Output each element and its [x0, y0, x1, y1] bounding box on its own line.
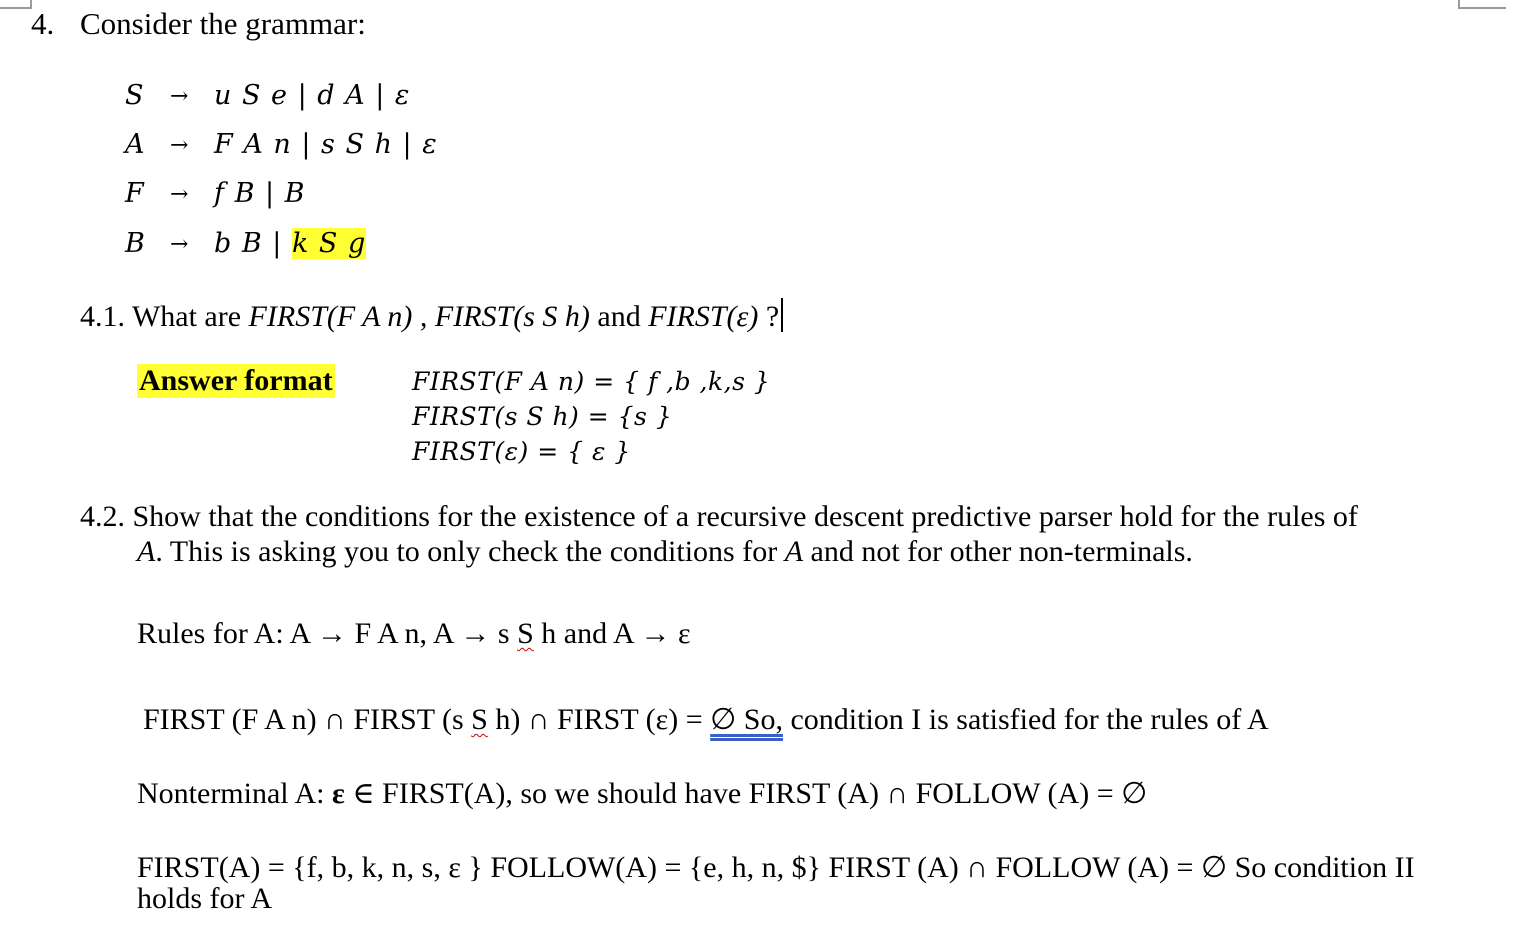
first-c: h) ∩ FIRST (ε) = — [487, 703, 711, 736]
rules-line — [137, 617, 691, 651]
grammar-arrow: → — [170, 182, 189, 207]
rules-b: S — [517, 617, 534, 650]
first-b: S — [471, 703, 488, 736]
grammar-rhs: f B | B — [214, 178, 306, 209]
grammar-rhs — [214, 228, 366, 259]
first-intersection-line — [143, 702, 1269, 737]
q41-expr: FIRST(F A n) , FIRST(s S h) — [248, 300, 590, 333]
answer-line: FIRST(F A n) = { f ,b ,k,s } — [412, 367, 771, 396]
nt-c: ∈ FIRST(A), so we should have FIRST (A) ∩ FOLLOW (A) = ∅ — [344, 777, 1148, 810]
question-4-2-line1: 4.2. Show that the conditions for the existence of a recursive descent predictive parser hold for the rules of — [80, 500, 1358, 533]
q41-and: and — [589, 300, 649, 333]
q42-d: and not for other non-terminals. — [803, 535, 1193, 568]
first-e: condition I is satisfied for the rules of A — [782, 703, 1269, 736]
grammar-lhs: S — [125, 80, 144, 111]
page-corner-mark-left — [0, 0, 32, 9]
grammar-arrow: → — [170, 133, 189, 158]
answer-format-label: Answer format — [139, 364, 333, 397]
q42-b: . This is asking you to only check the conditions for — [155, 535, 785, 568]
grammar-rhs-text: b B | — [214, 228, 292, 259]
grammar-lhs: F — [125, 178, 144, 209]
question-number: 4. — [31, 6, 55, 41]
page-corner-mark-right — [1458, 0, 1506, 9]
grammar-lhs: B — [125, 228, 145, 259]
question-4-1 — [80, 298, 783, 334]
q41-expr2: FIRST(ε) — [648, 300, 759, 333]
nt-epsilon: ε — [331, 777, 345, 810]
grammar-lhs: A — [125, 129, 145, 160]
text-cursor — [781, 298, 783, 332]
nt-a: Nonterminal A: — [137, 777, 332, 810]
answer-line: FIRST(s S h) = {s } — [412, 402, 673, 431]
grammar-arrow: → — [170, 232, 189, 257]
answer-line: FIRST(ε) = { ε } — [412, 437, 631, 466]
first-d: ∅ So, — [710, 703, 783, 736]
q41-suffix: ? — [758, 300, 780, 333]
grammar-arrow: → — [170, 84, 189, 109]
grammar-rhs: F A n | s S h | ε — [214, 129, 438, 160]
question-4-2-line2 — [137, 535, 1193, 569]
rules-a: Rules for A: A → F A n, A → s — [137, 617, 518, 650]
q42-c: A — [784, 535, 804, 568]
highlighted-production: k S g — [291, 228, 367, 259]
q42-a: A — [137, 535, 156, 568]
final-line-2: holds for A — [137, 882, 272, 915]
question-title: Consider the grammar: — [80, 6, 366, 41]
q41-prefix: 4.1. What are — [80, 300, 249, 333]
nonterminal-line — [137, 776, 1147, 811]
grammar-rhs: u S e | d A | ε — [214, 80, 411, 111]
final-line-1: FIRST(A) = {f, b, k, n, s, ε } FOLLOW(A) = {e, h, n, $} FIRST (A) ∩ FOLLOW (A) = ∅ So condition II — [137, 851, 1415, 884]
rules-c: h and A → ε — [533, 617, 691, 650]
first-a: FIRST (F A n) ∩ FIRST (s — [143, 703, 472, 736]
